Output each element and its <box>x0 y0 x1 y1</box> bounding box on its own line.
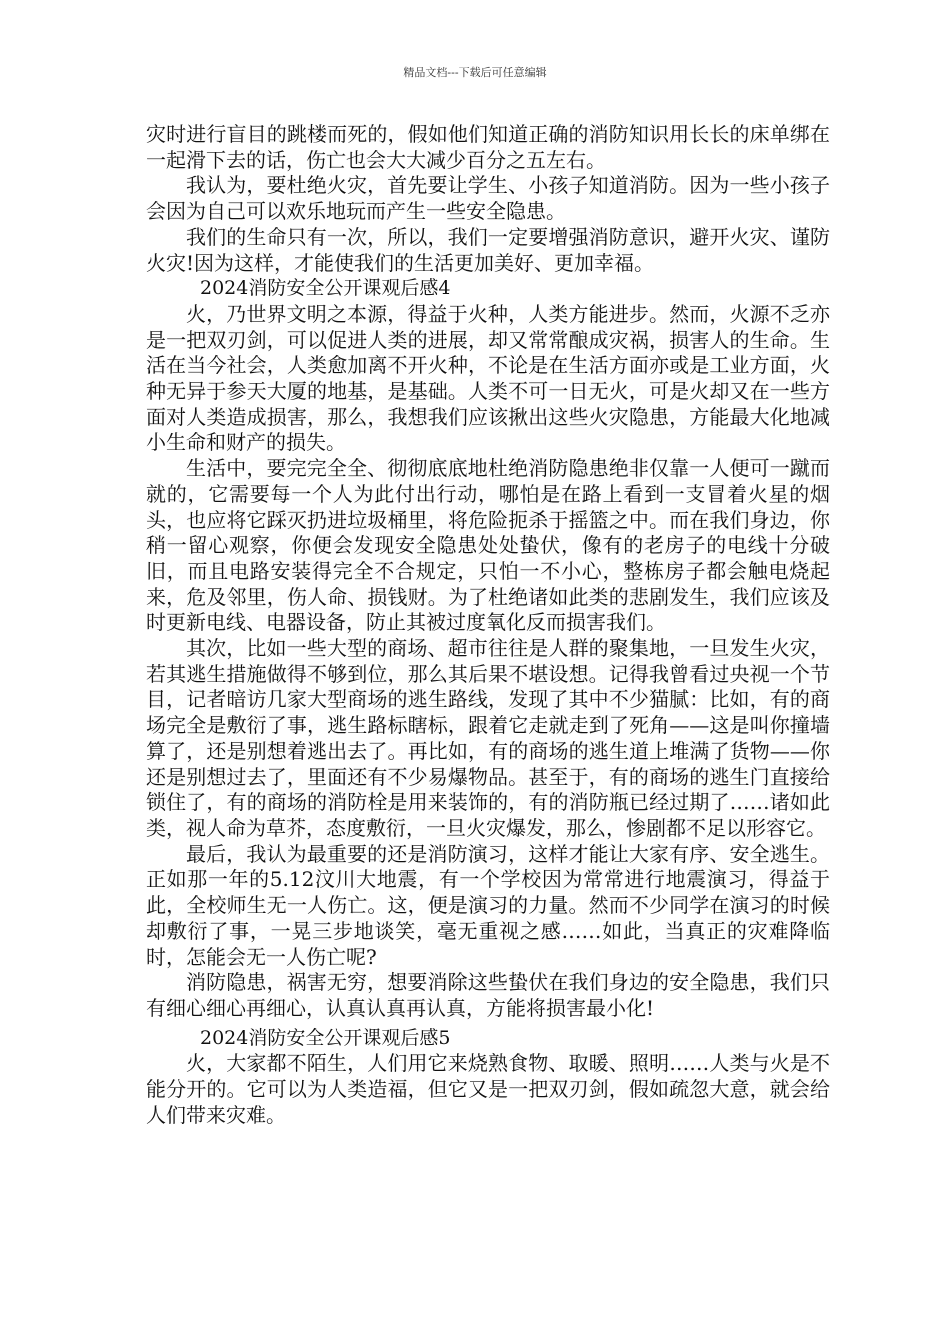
paragraph: 消防隐患，祸害无穷，想要消除这些蛰伏在我们身边的安全隐患，我们只有细心细心再细心，认真认真再认真，方能将损害最小化! <box>146 970 830 1020</box>
document-body <box>146 122 830 1128</box>
paragraph: 火，大家都不陌生，人们用它来烧熟食物、取暖、照明……人类与火是不能分开的。它可以为人类造福，但它又是一把双刃剑，假如疏忽大意，就会给人们带来灾难。 <box>146 1051 830 1127</box>
paragraph: 我们的生命只有一次，所以，我们一定要增强消防意识，避开火灾、谨防火灾!因为这样，才能使我们的生活更加美好、更加幸福。 <box>146 224 830 275</box>
page-header: 精品文档---下载后可任意编辑 <box>403 66 547 79</box>
paragraph: 我认为，要杜绝火灾，首先要让学生、小孩子知道消防。因为一些小孩子会因为自己可以欢乐地玩而产生一些安全隐患。 <box>146 173 830 224</box>
paragraph: 其次，比如一些大型的商场、超市往往是人群的聚集地，一旦发生火灾，若其逃生措施做得不够到位，那么其后果不堪设想。记得我曾看过央视一个节目，记者暗访几家大型商场的逃生路线，发现了其中不少猫腻：比如，有的商场完全是敷衍了事，逃生路标瞎标，跟着它走就走到了死角——这是叫你撞墙算了，还是别想着逃出去了。再比如，有的商场的逃生道上堆满了货物——你还是别想过去了，里面还有不少易爆物品。甚至于，有的商场的逃生门直接给锁住了，有的商场的消防栓是用来装饰的，有的消防瓶已经过期了……诸如此类，视人命为草芥，态度敷衍，一旦火灾爆发，那么，惨剧都不足以形容它。 <box>146 636 830 840</box>
paragraph: 最后，我认为最重要的还是消防演习，这样才能让大家有序、安全逃生。正如那一年的5.12汶川大地震，有一个学校因为常常进行地震演习，得益于此，全校师生无一人伤亡。这，便是演习的力量。然而不少同学在演习的时候却敷衍了事，一晃三步地谈笑，毫无重视之感……如此，当真正的灾难降临时，怎能会无一人伤亡呢? <box>146 841 830 969</box>
paragraph: 生活中，要完完全全、彻彻底底地杜绝消防隐患绝非仅靠一人便可一蹴而就的，它需要每一个人为此付出行动，哪怕是在路上看到一支冒着火星的烟头，也应将它踩灭扔进垃圾桶里，将危险扼杀于摇篮之中。而在我们身边，你稍一留心观察，你便会发现安全隐患处处蛰伏，像有的老房子的电线十分破旧，而且电路安装得完全不合规定，只怕一不小心，整栋房子都会触电烧起来，危及邻里，伤人命、损钱财。为了杜绝诸如此类的悲剧发生，我们应该及时更新电线、电器设备，防止其被过度氧化反而损害我们。 <box>146 456 830 635</box>
paragraph-continuation: 灾时进行盲目的跳楼而死的，假如他们知道正确的消防知识用长长的床单绑在一起滑下去的话，伤亡也会大大减少百分之五左右。 <box>146 122 830 172</box>
section-heading: 2024消防安全公开课观后感4 <box>200 277 451 300</box>
paragraph: 火，乃世界文明之本源，得益于火种，人类方能进步。然而，火源不乏亦是一把双刃剑，可以促进人类的进展，却又常常酿成灾祸，损害人的生命。生活在当今社会，人类愈加离不开火种，不论是在生活方面亦或是工业方面，火种无异于参天大厦的地基，是基础。人类不可一日无火，可是火却又在一些方面对人类造成损害，那么，我想我们应该揪出这些火灾隐患，方能最大化地减小生命和财产的损失。 <box>146 301 830 455</box>
section-heading: 2024消防安全公开课观后感5 <box>200 1026 451 1049</box>
